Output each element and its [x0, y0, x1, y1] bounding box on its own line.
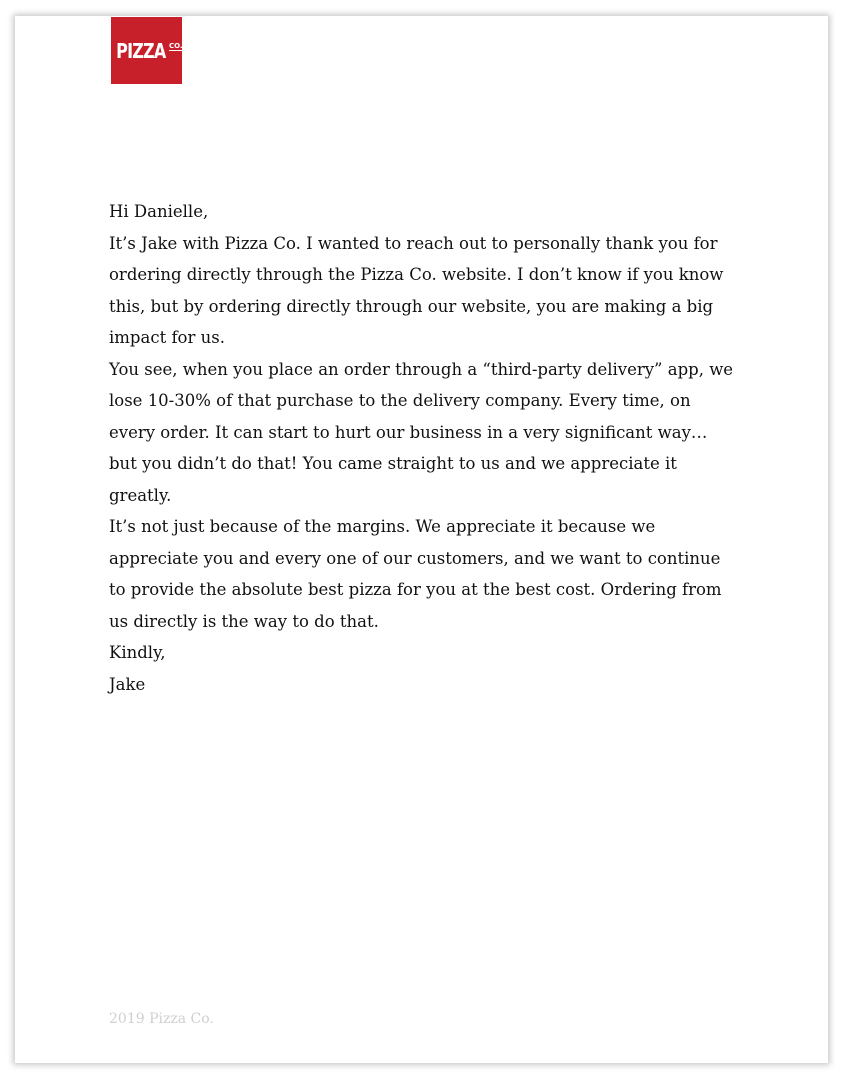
logo-main-text: PIZZA: [116, 38, 166, 63]
letter-paragraph: It’s Jake with Pizza Co. I wanted to reach out to personally thank you for ordering directly through the Pizza Co. website. I don’t know if you know this, but by ordering directly through our website, you are making a big impact for us.: [109, 233, 724, 347]
letter-paragraph: It’s not just because of the margins. We appreciate it because we appreciate you and every one of our customers, and we want to continue to provide the absolute best pizza for you at the best cost. Ordering from us directly is the way to do that.: [109, 517, 722, 631]
letter-closing: Kindly,: [109, 643, 166, 662]
letter-page: [15, 16, 828, 1063]
pizza-co-logo: [111, 17, 182, 84]
letter-body: [109, 196, 739, 700]
letter-signature: Jake: [109, 674, 146, 694]
footer-copyright: 2019 Pizza Co.: [109, 1011, 214, 1027]
letter-paragraph: You see, when you place an order through a “third-party delivery” app, we lose 10-30% of that purchase to the delivery company. Every time, on every order. It can start to hurt our business in a very significant way… but you didn’t do that! You came straight to us and we appreciate it greatly.: [109, 359, 734, 505]
letter-greeting: Hi Danielle,: [109, 202, 209, 221]
logo-suffix-text: CO.: [169, 41, 183, 50]
